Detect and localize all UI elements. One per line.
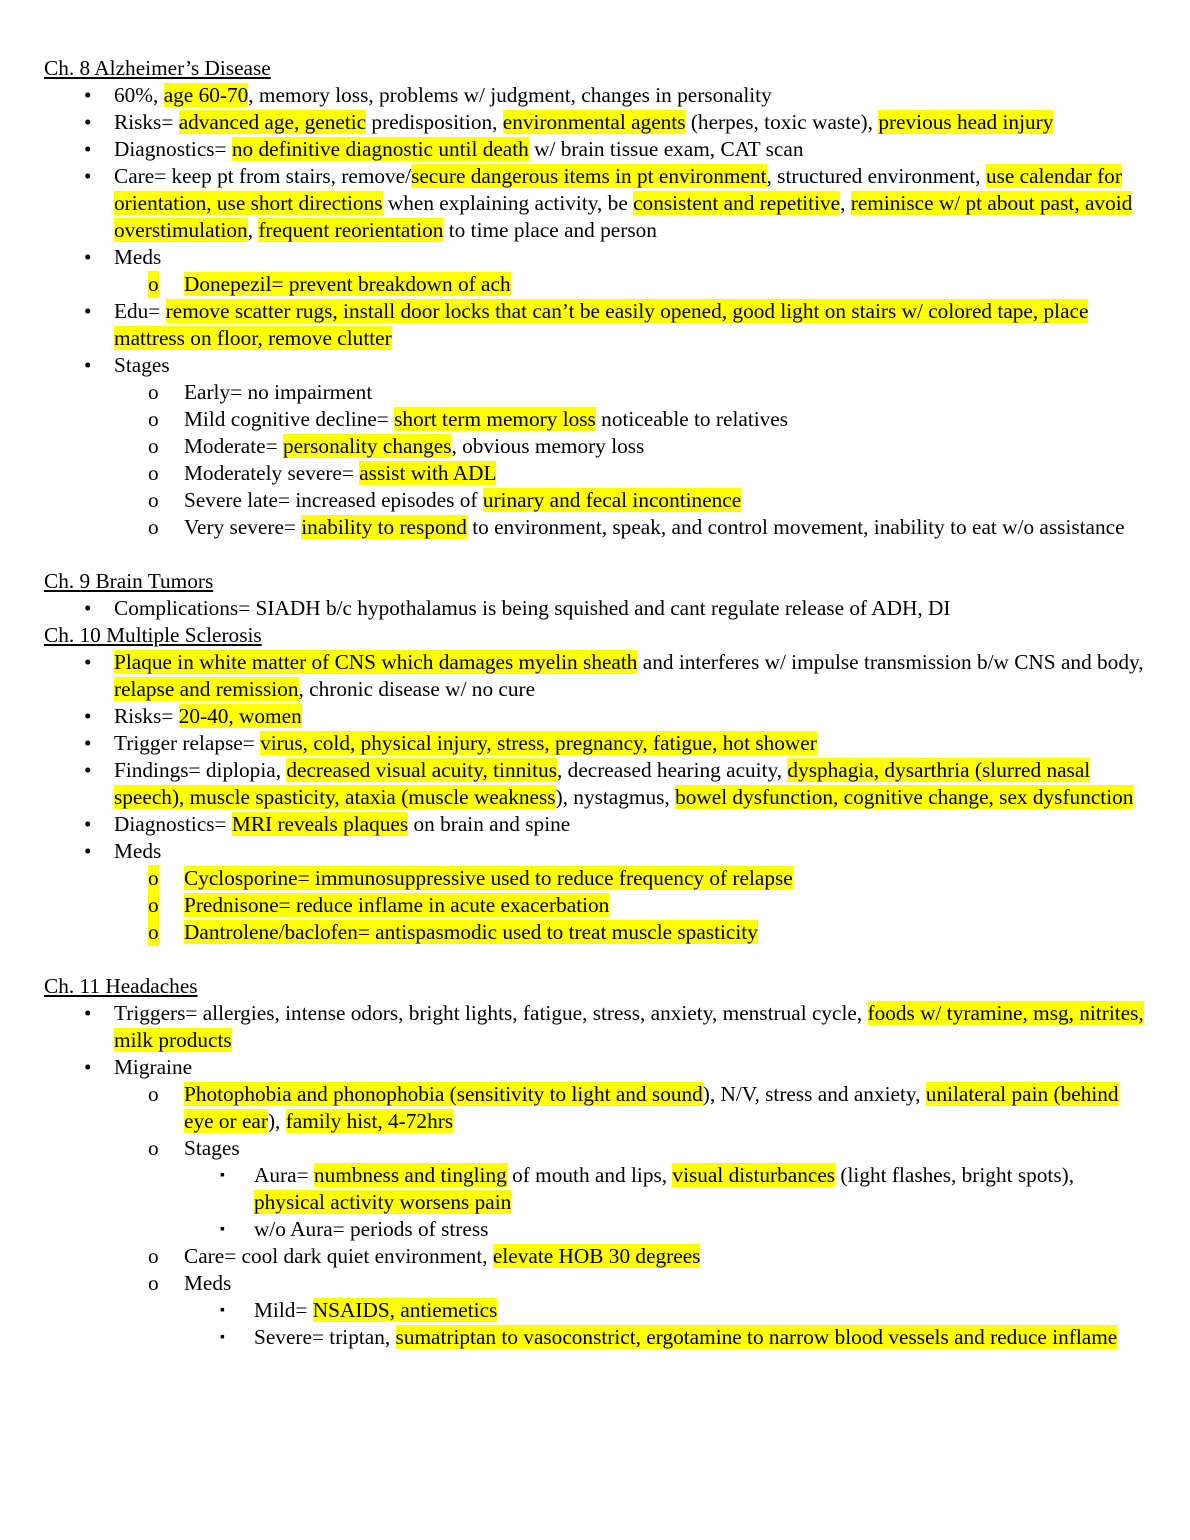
list-item xyxy=(44,892,1150,919)
highlighted-text: remove scatter rugs, install door locks that can’t be easily opened, good light on stairs w/ colored tape, place mattress on floor, remove clutter xyxy=(114,299,1089,350)
text-span: Care= keep pt from stairs, remove/ xyxy=(114,164,412,188)
highlighted-text: short term memory loss xyxy=(394,407,596,431)
text-span: Complications= SIADH b/c hypothalamus is being squished and cant regulate release of ADH, DI xyxy=(114,596,951,620)
text-span: , chronic disease w/ no cure xyxy=(298,677,536,701)
bullet-list xyxy=(44,1000,1150,1351)
list-item xyxy=(44,649,1150,703)
text-span: ), xyxy=(267,1109,286,1133)
list-item xyxy=(44,1216,1150,1243)
text-span: , structured environment, xyxy=(766,164,986,188)
text-span: (light flashes, bright spots), xyxy=(835,1163,1075,1187)
circle-bullet-icon: o xyxy=(148,920,159,944)
list-item xyxy=(44,730,1150,757)
list-item xyxy=(44,460,1150,487)
highlighted-text: advanced age, genetic xyxy=(178,110,367,134)
bullet-icon: • xyxy=(84,353,92,377)
section-heading: Ch. 10 Multiple Sclerosis xyxy=(44,623,262,647)
highlighted-text: use calendar for orientation, use short directions xyxy=(114,164,1122,215)
bullet-icon: • xyxy=(84,704,92,728)
highlighted-text: 20-40, women xyxy=(178,704,302,728)
highlighted-text: decreased visual acuity, tinnitus xyxy=(286,758,558,782)
circle-bullet-icon: o xyxy=(148,1271,159,1295)
text-span: Triggers= allergies, intense odors, bright lights, fatigue, stress, anxiety, menstrual cycle, xyxy=(114,1001,868,1025)
list-item xyxy=(44,379,1150,406)
highlighted-text: foods w/ tyramine, msg, nitrites, milk products xyxy=(114,1001,1144,1052)
text-span: Stages xyxy=(114,353,170,377)
highlighted-text: MRI reveals plaques xyxy=(231,812,409,836)
text-span: and interferes w/ impulse transmission b/w CNS and body, xyxy=(637,650,1144,674)
highlighted-text: environmental agents xyxy=(502,110,686,134)
circle-bullet-icon: o xyxy=(148,434,159,458)
text-span: Risks= xyxy=(114,704,179,728)
list-item xyxy=(44,1243,1150,1270)
text-span: when explaining activity, be xyxy=(382,191,634,215)
circle-bullet-icon: o xyxy=(148,488,159,512)
list-item xyxy=(44,136,1150,163)
section-spacer xyxy=(44,541,1150,568)
bullet-icon: • xyxy=(84,83,92,107)
circle-bullet-icon: o xyxy=(148,1082,159,1106)
section-heading: Ch. 11 Headaches xyxy=(44,974,198,998)
highlighted-text: no definitive diagnostic until death xyxy=(231,137,529,161)
bullet-icon: • xyxy=(84,758,92,782)
highlighted-text: assist with ADL xyxy=(359,461,497,485)
text-span: ), nystagmus, xyxy=(555,785,676,809)
highlighted-text: physical activity worsens pain xyxy=(254,1190,512,1214)
text-span: Migraine xyxy=(114,1055,193,1079)
highlighted-text: personality changes xyxy=(282,434,452,458)
text-span: Risks= xyxy=(114,110,179,134)
bullet-icon: • xyxy=(84,731,92,755)
list-item xyxy=(44,703,1150,730)
highlighted-text: Cyclosporine= immunosuppressive used to reduce frequency of relapse xyxy=(184,866,793,890)
text-span: Diagnostics= xyxy=(114,137,232,161)
list-item xyxy=(44,865,1150,892)
text-span: predisposition, xyxy=(366,110,503,134)
text-span: Moderately severe= xyxy=(184,461,360,485)
bullet-icon: • xyxy=(84,137,92,161)
list-item xyxy=(44,1054,1150,1081)
text-span: (herpes, toxic waste), xyxy=(685,110,879,134)
text-span: 60%, xyxy=(114,83,164,107)
list-item xyxy=(44,1135,1150,1162)
square-bullet-icon: ▪ xyxy=(220,1168,225,1183)
highlighted-text: reminisce w/ pt about past, avoid overstimulation xyxy=(114,191,1133,242)
square-bullet-icon: ▪ xyxy=(220,1303,225,1318)
square-bullet-icon: ▪ xyxy=(220,1222,225,1237)
highlighted-text: age 60-70 xyxy=(163,83,249,107)
list-item xyxy=(44,352,1150,379)
text-span: Care= cool dark quiet environment, xyxy=(184,1244,493,1268)
bullet-icon: • xyxy=(84,839,92,863)
highlighted-text: numbness and tingling xyxy=(313,1163,507,1187)
highlighted-text: elevate HOB 30 degrees xyxy=(492,1244,701,1268)
highlighted-text: virus, cold, physical injury, stress, pregnancy, fatigue, hot shower xyxy=(260,731,817,755)
list-item xyxy=(44,406,1150,433)
document-body xyxy=(44,55,1150,1351)
text-span: Moderate= xyxy=(184,434,283,458)
highlighted-text: unilateral pain (behind eye or ear xyxy=(184,1082,1119,1133)
text-span: noticeable to relatives xyxy=(595,407,789,431)
highlighted-text: family hist, 4-72hrs xyxy=(285,1109,454,1133)
text-span: Severe late= increased episodes of xyxy=(184,488,483,512)
circle-bullet-icon: o xyxy=(148,1136,159,1160)
bullet-icon: • xyxy=(84,596,92,620)
text-span: Aura= xyxy=(254,1163,314,1187)
bullet-icon: • xyxy=(84,299,92,323)
section-spacer xyxy=(44,946,1150,973)
text-span: , obvious memory loss xyxy=(451,434,645,458)
text-span: , xyxy=(840,191,851,215)
circle-bullet-icon: o xyxy=(148,515,159,539)
text-span: Very severe= xyxy=(184,515,302,539)
text-span: w/o Aura= periods of stress xyxy=(254,1217,489,1241)
list-item xyxy=(44,919,1150,946)
highlighted-text: sumatriptan to vasoconstrict, ergotamine to narrow blood vessels and reduce inflame xyxy=(395,1325,1118,1349)
bullet-icon: • xyxy=(84,245,92,269)
highlighted-text: Donepezil= prevent breakdown of ach xyxy=(184,272,511,296)
list-item xyxy=(44,487,1150,514)
circle-bullet-icon: o xyxy=(148,461,159,485)
highlighted-text: dysphagia, dysarthria (slurred nasal speech), muscle spasticity, ataxia (muscle weakness xyxy=(114,758,1091,809)
list-item xyxy=(44,595,1150,622)
highlighted-text: urinary and fecal incontinence xyxy=(482,488,742,512)
text-span: of mouth and lips, xyxy=(506,1163,673,1187)
highlighted-text: frequent reorientation xyxy=(258,218,444,242)
bullet-list xyxy=(44,82,1150,541)
text-span: on brain and spine xyxy=(408,812,571,836)
highlighted-text: secure dangerous items in pt environment xyxy=(411,164,767,188)
text-span: w/ brain tissue exam, CAT scan xyxy=(528,137,804,161)
text-span: Meds xyxy=(114,839,162,863)
text-span: Mild cognitive decline= xyxy=(184,407,395,431)
text-span: , xyxy=(247,218,259,242)
circle-bullet-icon: o xyxy=(148,866,159,890)
text-span: ), N/V, stress and anxiety, xyxy=(702,1082,926,1106)
list-item xyxy=(44,757,1150,811)
list-item xyxy=(44,838,1150,865)
text-span: Trigger relapse= xyxy=(114,731,261,755)
highlighted-text: previous head injury xyxy=(878,110,1054,134)
list-item xyxy=(44,1081,1150,1135)
list-item xyxy=(44,1297,1150,1324)
text-span: Mild= xyxy=(254,1298,313,1322)
circle-bullet-icon: o xyxy=(148,1244,159,1268)
list-item xyxy=(44,163,1150,244)
text-span: Meds xyxy=(184,1271,232,1295)
bullet-icon: • xyxy=(84,1055,92,1079)
list-item xyxy=(44,514,1150,541)
highlighted-text: relapse and remission xyxy=(114,677,299,701)
bullet-list xyxy=(44,595,1150,622)
bullet-icon: • xyxy=(84,164,92,188)
text-span: , memory loss, problems w/ judgment, changes in personality xyxy=(248,83,772,107)
text-span: to time place and person xyxy=(443,218,657,242)
list-item xyxy=(44,271,1150,298)
circle-bullet-icon: o xyxy=(148,407,159,431)
circle-bullet-icon: o xyxy=(148,380,159,404)
text-span: , decreased hearing acuity, xyxy=(557,758,788,782)
section-heading: Ch. 9 Brain Tumors xyxy=(44,569,214,593)
list-item xyxy=(44,1270,1150,1297)
list-item xyxy=(44,244,1150,271)
list-item xyxy=(44,298,1150,352)
list-item xyxy=(44,1162,1150,1216)
list-item xyxy=(44,811,1150,838)
section-heading: Ch. 8 Alzheimer’s Disease xyxy=(44,56,271,80)
text-span: to environment, speak, and control movement, inability to eat w/o assistance xyxy=(466,515,1125,539)
highlighted-text: Photophobia and phonophobia (sensitivity to light and sound xyxy=(184,1082,703,1106)
list-item xyxy=(44,109,1150,136)
text-span: Meds xyxy=(114,245,162,269)
highlighted-text: visual disturbances xyxy=(672,1163,836,1187)
highlighted-text: consistent and repetitive xyxy=(633,191,841,215)
bullet-list xyxy=(44,649,1150,946)
text-span: Findings= diplopia, xyxy=(114,758,287,782)
list-item xyxy=(44,1000,1150,1054)
highlighted-text: Prednisone= reduce inflame in acute exacerbation xyxy=(184,893,610,917)
highlighted-text: Dantrolene/baclofen= antispasmodic used to treat muscle spasticity xyxy=(184,920,758,944)
text-span: Stages xyxy=(184,1136,240,1160)
circle-bullet-icon: o xyxy=(148,893,159,917)
highlighted-text: inability to respond xyxy=(301,515,467,539)
text-span: Edu= xyxy=(114,299,166,323)
bullet-icon: • xyxy=(84,812,92,836)
text-span: Severe= triptan, xyxy=(254,1325,396,1349)
text-span: Early= no impairment xyxy=(184,380,373,404)
highlighted-text: NSAIDS, antiemetics xyxy=(312,1298,498,1322)
highlighted-text: Plaque in white matter of CNS which damages myelin sheath xyxy=(114,650,638,674)
square-bullet-icon: ▪ xyxy=(220,1330,225,1345)
text-span: Diagnostics= xyxy=(114,812,232,836)
highlighted-text: bowel dysfunction, cognitive change, sex dysfunction xyxy=(675,785,1134,809)
bullet-icon: • xyxy=(84,650,92,674)
bullet-icon: • xyxy=(84,110,92,134)
bullet-icon: • xyxy=(84,1001,92,1025)
list-item xyxy=(44,433,1150,460)
circle-bullet-icon: o xyxy=(148,272,159,296)
list-item xyxy=(44,1324,1150,1351)
list-item xyxy=(44,82,1150,109)
